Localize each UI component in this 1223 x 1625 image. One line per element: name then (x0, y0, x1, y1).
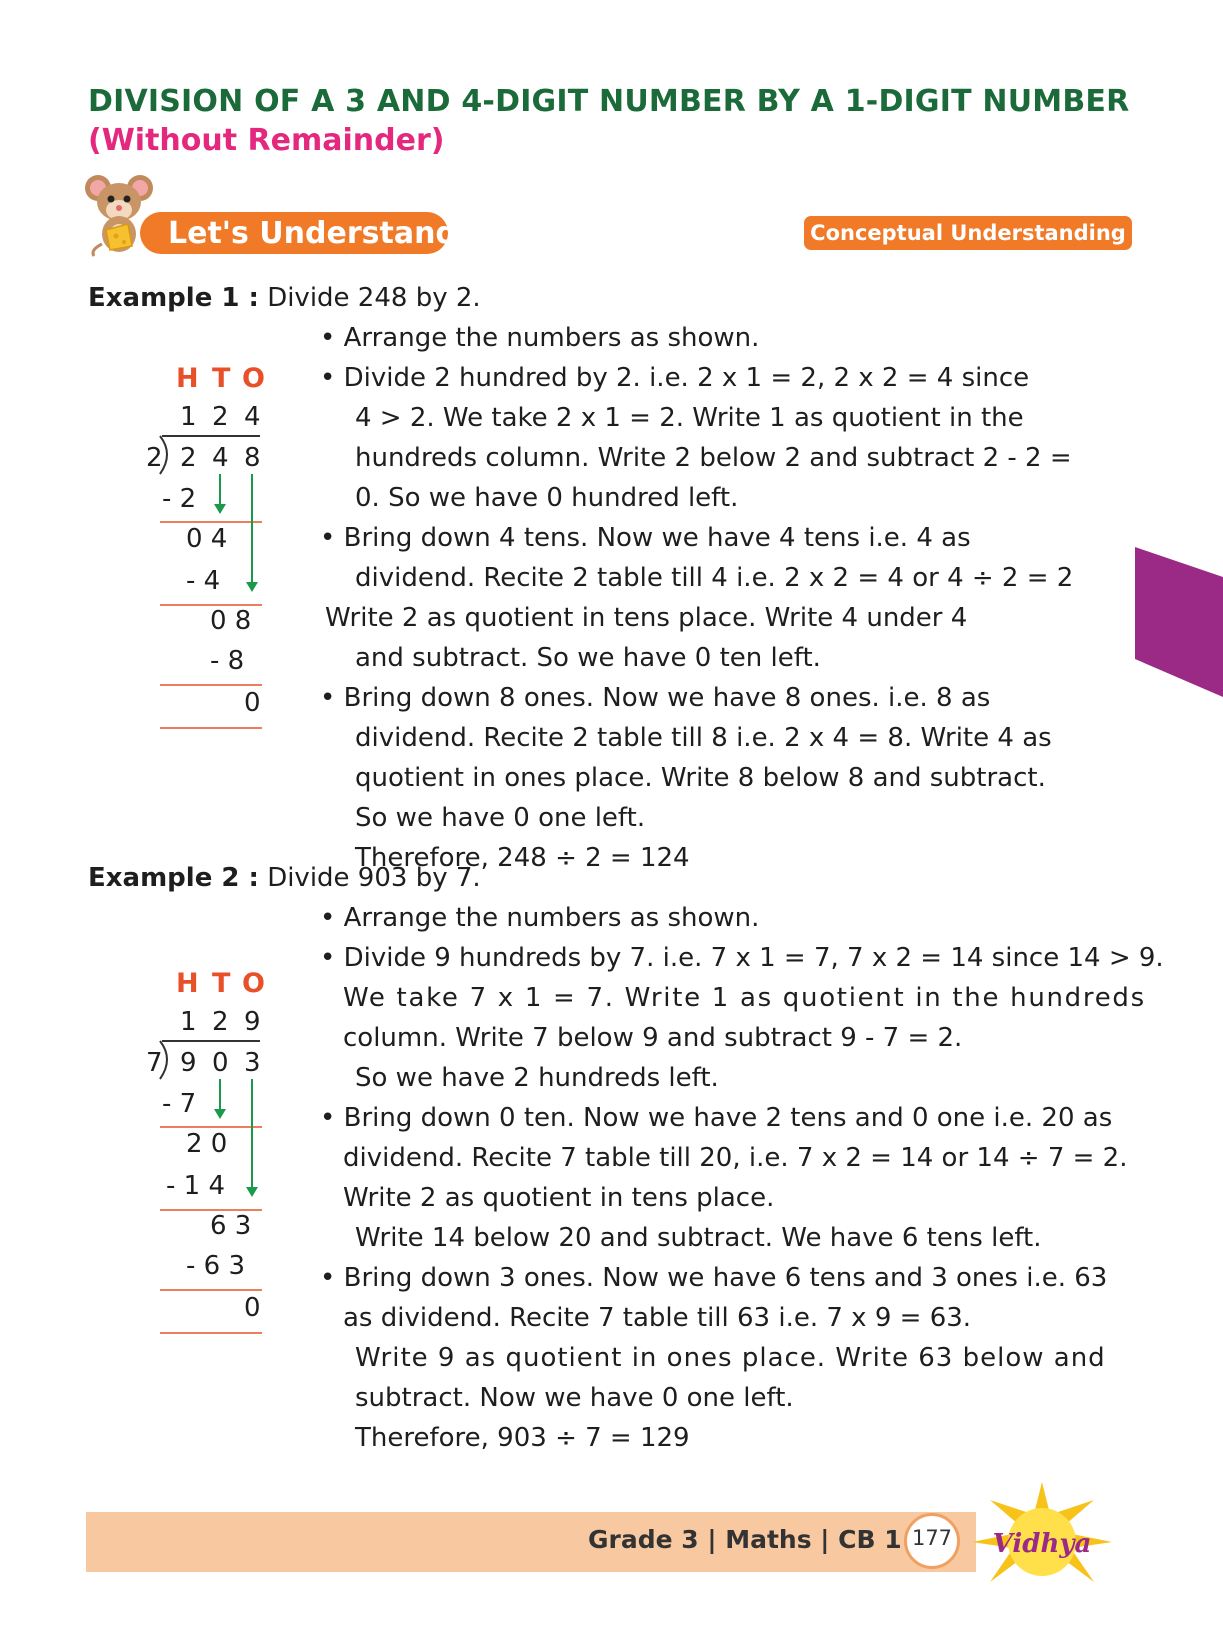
page-subtitle: (Without Remainder) (88, 123, 445, 158)
ex2-line-1: • Divide 9 hundreds by 7. i.e. 7 x 1 = 7, 7 x 2 = 14 since 14 > 9. (320, 943, 1164, 973)
ex1-remainder-1: 0 4 (186, 524, 228, 554)
ex1-line-6: dividend. Recite 2 table till 4 i.e. 2 x 2 = 4 or 4 ÷ 2 = 2 (355, 563, 1074, 593)
ex2-quotient-t: 2 (212, 1007, 229, 1037)
ex1-line-11: quotient in ones place. Write 8 below 8 and subtract. (355, 763, 1046, 793)
ex1-quotient-o: 4 (244, 402, 261, 432)
ex1-line-8: and subtract. So we have 0 ten left. (355, 643, 821, 673)
example-2-heading (88, 862, 481, 894)
ex1-subtract-1: - 2 (162, 484, 197, 514)
ex1-tens-header: T (212, 363, 231, 394)
example-1-prompt: Divide 248 by 2. (267, 283, 481, 313)
ex1-line-2: 4 > 2. We take 2 x 1 = 2. Write 1 as quotient in the (355, 403, 1024, 433)
ex2-remainder-2: 6 3 (210, 1211, 252, 1241)
vidhya-logo-icon (962, 1478, 1122, 1590)
ex1-dividend-h: 2 (180, 443, 197, 473)
ex1-dividend-o: 8 (244, 443, 261, 473)
ex2-divisor: 7 (146, 1048, 163, 1078)
ex1-line-10: dividend. Recite 2 table till 8 i.e. 2 x 4 = 8. Write 4 as (355, 723, 1052, 753)
section-banner-label: Let's Understand (168, 216, 457, 251)
ex1-remainder-3: 0 (244, 688, 261, 718)
ex2-tens-header: T (212, 968, 231, 999)
svg-text:Vidhya: Vidhya (992, 1529, 1092, 1559)
ex1-remainder-2: 0 8 (210, 606, 252, 636)
ex1-hundreds-header: H (176, 363, 199, 394)
ex2-line-6: dividend. Recite 7 table till 20, i.e. 7 x 2 = 14 or 14 ÷ 7 = 2. (343, 1143, 1128, 1173)
ex2-quotient-h: 1 (180, 1007, 197, 1037)
ex2-dividend-o: 3 (244, 1048, 261, 1078)
page-title: DIVISION OF A 3 AND 4-DIGIT NUMBER BY A 1-DIGIT NUMBER (88, 84, 1130, 119)
ex2-line-3: column. Write 7 below 9 and subtract 9 - 7 = 2. (343, 1023, 963, 1053)
ex2-line-4: So we have 2 hundreds left. (355, 1063, 719, 1093)
ex2-line-7: Write 2 as quotient in tens place. (343, 1183, 775, 1213)
ex1-division-lines (140, 430, 280, 730)
ex1-line-0: • Arrange the numbers as shown. (320, 323, 760, 353)
ex1-line-13: Therefore, 248 ÷ 2 = 124 (355, 843, 690, 873)
page-number: 177 (911, 1526, 953, 1550)
ex2-division-lines (140, 1035, 280, 1335)
ex2-line-8: Write 14 below 20 and subtract. We have 6 tens left. (355, 1223, 1042, 1253)
example-2-label: Example 2 : (88, 863, 259, 893)
ex2-dividend-t: 0 (212, 1048, 229, 1078)
ex2-subtract-3: - 6 3 (186, 1251, 245, 1281)
ex2-remainder-3: 0 (244, 1293, 261, 1323)
example-2-prompt: Divide 903 by 7. (267, 863, 481, 893)
ex2-subtract-2: - 1 4 (166, 1171, 225, 1201)
ex2-hundreds-header: H (176, 968, 199, 999)
ex2-line-0: • Arrange the numbers as shown. (320, 903, 760, 933)
ex1-line-5: • Bring down 4 tens. Now we have 4 tens i.e. 4 as (320, 523, 971, 553)
ex2-line-10: as dividend. Recite 7 table till 63 i.e. 7 x 9 = 63. (343, 1303, 972, 1333)
ex2-line-12: subtract. Now we have 0 one left. (355, 1383, 794, 1413)
ex2-remainder-1: 2 0 (186, 1129, 228, 1159)
ex2-line-13: Therefore, 903 ÷ 7 = 129 (355, 1423, 690, 1453)
example-1-label: Example 1 : (88, 283, 259, 313)
example-1-heading (88, 282, 481, 314)
footer-book-info: Grade 3 | Maths | CB 1 (588, 1525, 902, 1554)
conceptual-understanding-tag: Conceptual Understanding (804, 216, 1132, 250)
ex1-line-7: Write 2 as quotient in tens place. Write 4 under 4 (325, 603, 968, 633)
ex2-line-11: Write 9 as quotient in ones place. Write 63 below and (355, 1343, 1106, 1373)
ex1-dividend-t: 4 (212, 443, 229, 473)
ex2-dividend-h: 9 (180, 1048, 197, 1078)
ex1-line-12: So we have 0 one left. (355, 803, 646, 833)
ex2-ones-header: O (242, 968, 265, 999)
ex1-line-9: • Bring down 8 ones. Now we have 8 ones. i.e. 8 as (320, 683, 991, 713)
ex2-line-2: We take 7 x 1 = 7. Write 1 as quotient in the hundreds (343, 983, 1146, 1013)
ex2-subtract-1: - 7 (162, 1089, 197, 1119)
ex2-line-5: • Bring down 0 ten. Now we have 2 tens and 0 one i.e. 20 as (320, 1103, 1113, 1133)
ex1-divisor: 2 (146, 443, 163, 473)
ex1-ones-header: O (242, 363, 265, 394)
ex1-subtract-2: - 4 (186, 566, 221, 596)
ex2-quotient-o: 9 (244, 1007, 261, 1037)
ex1-quotient-h: 1 (180, 402, 197, 432)
ex1-quotient-t: 2 (212, 402, 229, 432)
ex1-line-1: • Divide 2 hundred by 2. i.e. 2 x 1 = 2, 2 x 2 = 4 since (320, 363, 1030, 393)
ex1-line-4: 0. So we have 0 hundred left. (355, 483, 739, 513)
chapter-side-tab (1135, 547, 1223, 697)
ex1-line-3: hundreds column. Write 2 below 2 and subtract 2 - 2 = (355, 443, 1072, 473)
ex1-subtract-3: - 8 (210, 646, 245, 676)
ex2-line-9: • Bring down 3 ones. Now we have 6 tens and 3 ones i.e. 63 (320, 1263, 1108, 1293)
